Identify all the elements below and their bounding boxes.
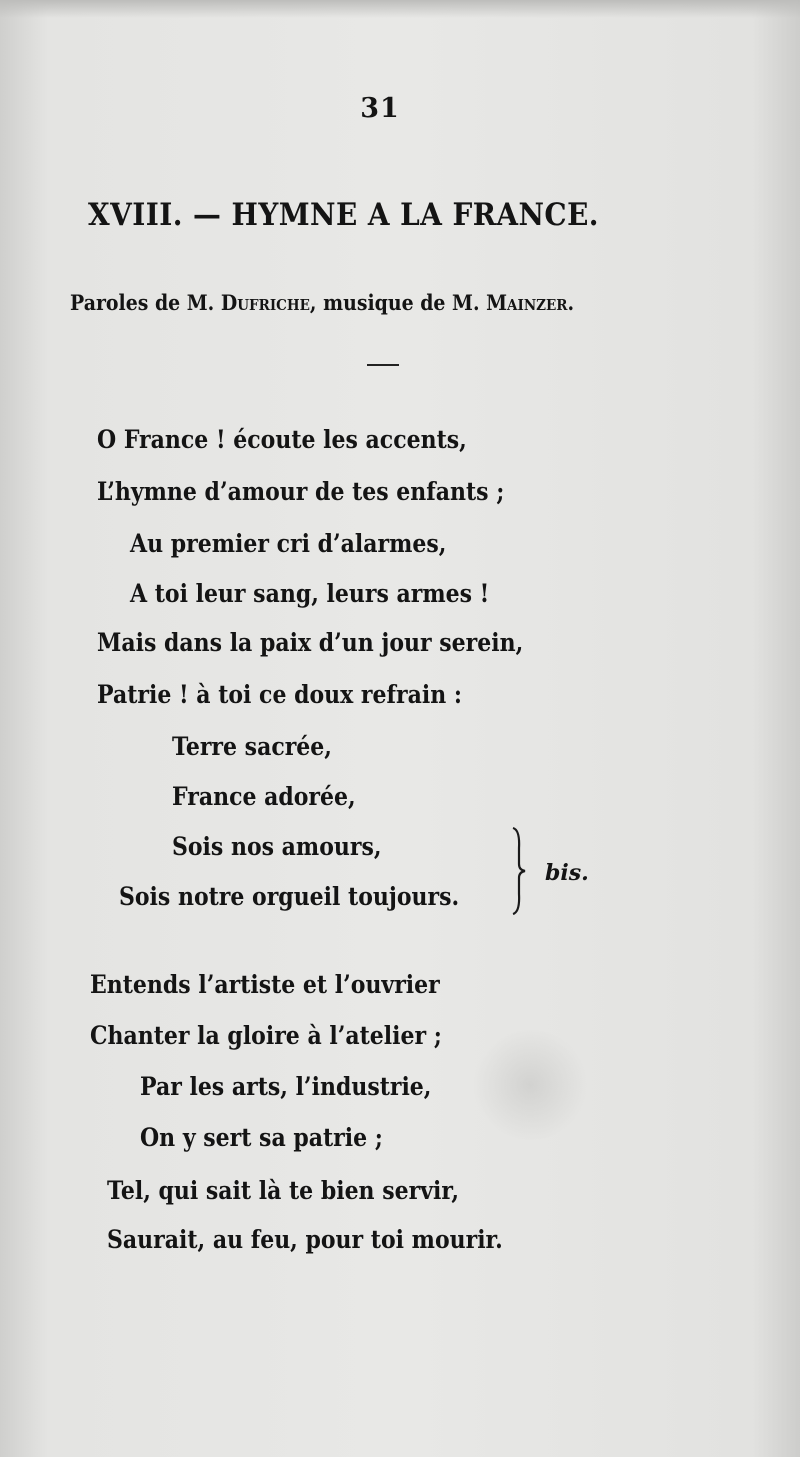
verse-line: A toi leur sang, leurs armes ! xyxy=(130,579,490,608)
refrain-line: Sois nos amours, xyxy=(172,832,382,861)
verse-line: Par les arts, l’industrie, xyxy=(140,1072,432,1101)
refrain-line: Sois notre orgueil toujours. xyxy=(119,882,460,911)
verse-line: O France ! écoute les accents, xyxy=(97,425,467,454)
verse-line: Au premier cri d’alarmes, xyxy=(130,529,447,558)
lyricist-name: Dufriche xyxy=(220,290,310,315)
title-divider xyxy=(367,364,399,366)
verse-line: Entends l’artiste et l’ouvrier xyxy=(90,970,440,999)
verse-line: Saurait, au feu, pour toi mourir. xyxy=(107,1225,503,1254)
paper-stain xyxy=(470,1030,590,1140)
verse-line: L’hymne d’amour de tes enfants ; xyxy=(97,477,505,506)
refrain-line: France adorée, xyxy=(172,782,356,811)
bis-mark: bis. xyxy=(545,860,589,886)
composer-name: Mainzer xyxy=(486,290,568,315)
verse-line: Patrie ! à toi ce doux refrain : xyxy=(97,680,462,709)
credits-prefix: Paroles de M. xyxy=(70,290,221,315)
credits-line xyxy=(70,290,700,315)
verse-line: On y sert sa patrie ; xyxy=(140,1123,383,1152)
credits-middle: , musique de M. xyxy=(309,290,487,315)
refrain-line: Terre sacrée, xyxy=(172,732,332,761)
verse-line: Chanter la gloire à l’atelier ; xyxy=(90,1021,442,1050)
verse-line: Mais dans la paix d’un jour serein, xyxy=(97,628,524,657)
verse-line: Tel, qui sait là te bien servir, xyxy=(107,1176,459,1205)
hymn-title: XVIII. — HYMNE A LA FRANCE. xyxy=(88,197,599,233)
refrain-brace xyxy=(510,826,526,916)
page-number: 31 xyxy=(360,93,400,124)
page-top-edge xyxy=(0,0,800,18)
credits-suffix: . xyxy=(567,290,575,315)
